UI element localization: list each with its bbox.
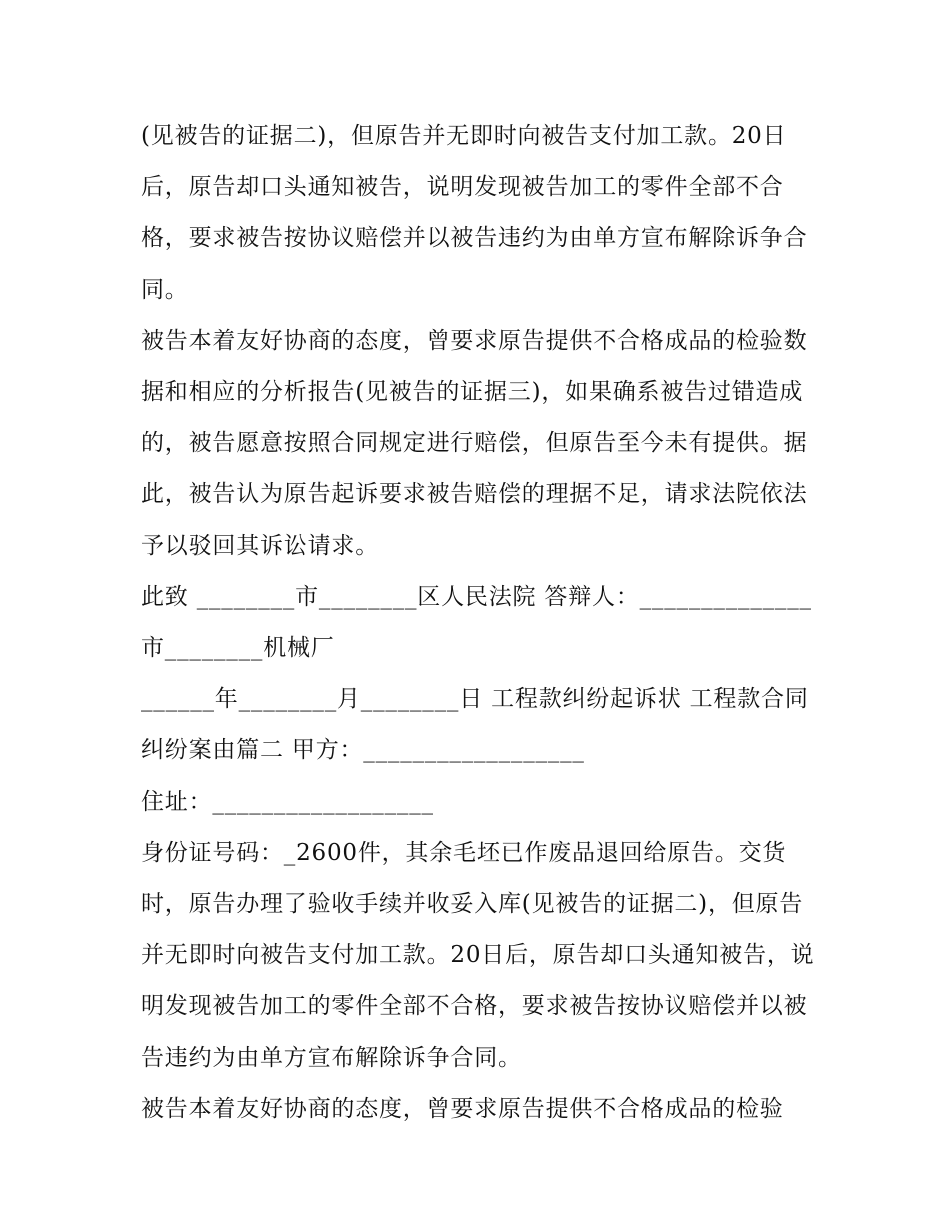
paragraph-date-and-title: ______年________月________日 工程款纠纷起诉状 工程款合同纠纷案由篇二 甲方：__________________ (141, 686, 809, 764)
paragraph-defendant-position: 被告本着友好协商的态度，曾要求原告提供不合格成品的检验数据和相应的分析报告(见被告的证据三)，如果确系被告过错造成的，被告愿意按照合同规定进行赔偿，但原告至今未有提供。据此，被告认为原告起诉要求被告赔偿的理据不足，请求法院依法予以驳回其诉讼请求。 (141, 327, 808, 559)
paragraph-addressee: 此致 ________市________区人民法院 答辩人：______________ (141, 583, 812, 610)
document-body (141, 111, 816, 1135)
paragraph-id-and-facts: 身份证号码：_2600件，其余毛坯已作废品退回给原告。交货时，原告办理了验收手续并收妥入库(见被告的证据二)，但原告并无即时向被告支付加工款。20日后，原告却口头通知被告，说明发现被告加工的零件全部不合格，要求被告按协议赔偿并以被告违约为由单方宣布解除诉争合同。 (141, 839, 815, 1071)
paragraph-respondent-name: 市________机械厂 (141, 635, 335, 662)
paragraph-defendant-position-repeat: 被告本着友好协商的态度，曾要求原告提供不合格成品的检验 (141, 1095, 784, 1122)
paragraph-payment-notice: (见被告的证据二)，但原告并无即时向被告支付加工款。20日后，原告却口头通知被告，说明发现被告加工的零件全部不合格，要求被告按协议赔偿并以被告违约为由单方宣布解除诉争合同。 (141, 123, 808, 303)
paragraph-address: 住址：__________________ (141, 788, 434, 815)
